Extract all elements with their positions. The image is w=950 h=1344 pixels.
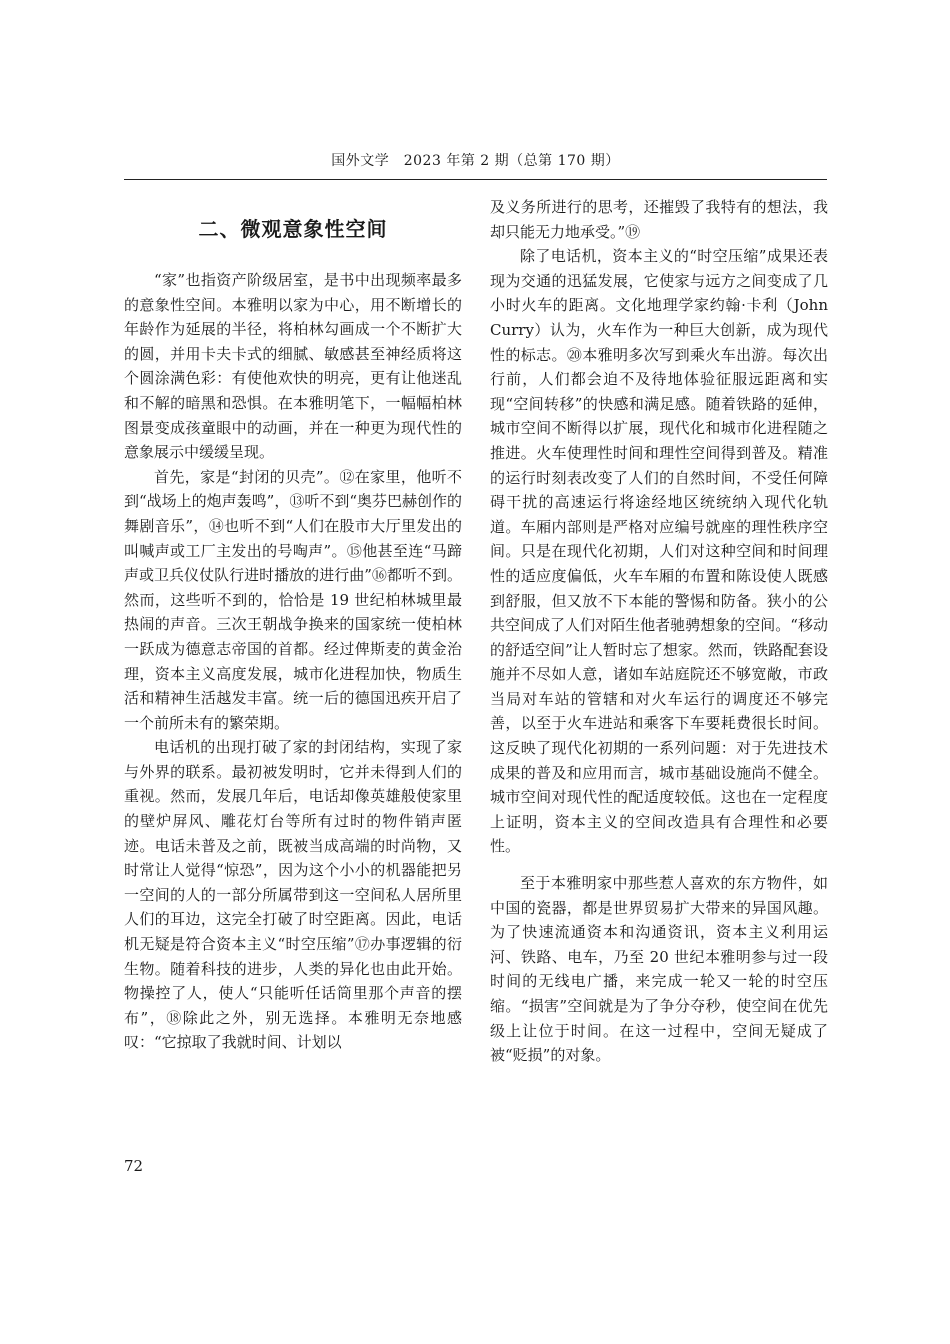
- section-title: 二、微观意象性空间: [198, 217, 388, 241]
- paragraph: “家”也指资产阶级居室，是书中出现频率最多的意象性空间。本雅明以家为中心，用不断增长的年龄作为延展的半径，将柏林勾画成一个不断扩大的圆，并用卡夫卡式的细腻、敏感甚至神经质将这个圆涂满色彩：有使他欢快的明亮，更有让他迷乱和不解的暗黑和恐惧。在本雅明笔下，一幅幅柏林图景变成孩童眼中的动画，并在一种更为现代性的意象展示中缓缓呈现。: [124, 271, 462, 462]
- paragraph: 首先，家是“封闭的贝壳”。⑫在家里，他听不到“战场上的炮声轰鸣”，⑬听不到“奥芬巴赫创作的舞剧音乐”，⑭也听不到“人们在股市大厅里发出的叫喊声或工厂主发出的号啕声”。⑮他甚至连“马蹄声或卫兵仪仗队行进时播放的进行曲”⑯都听不到。然而，这些听不到的，恰恰是 19 世纪柏林城里最热闹的声音。三次王朝战争换来的国家统一使柏林一跃成为德意志帝国的首都。经过俾斯麦的黄金治理，资本主义高度发展，城市化进程加快，物质生活和精神生活越发丰富。统一后的德国迅疾开启了一个前所未有的繁荣期。: [124, 467, 463, 732]
- left-column: [124, 195, 462, 1055]
- paragraph: 除了电话机，资本主义的“时空压缩”成果还表现为交通的迅猛发展，它使家与远方之间变成了几小时火车的距离。文化地理学家约翰·卡利（John Curry）认为，火车作为一种巨大创新，成为现代性的标志。⑳本雅明多次写到乘火车出游。每次出行前，人们都会迫不及待地体验征服远距离和实现“空间转移”的快感和满足感。随着铁路的延伸，城市空间不断得以扩展，现代化和城市化进程随之推进。火车使理性时间和理性空间得到普及。精准的运行时刻表改变了人们的自然时间，不受任何障碍干扰的高速运行将途经地区统统纳入现代化轨道。车厢内部则是严格对应编号就座的理性秩序空间。只是在现代化初期，人们对这种空间和时间理性的适应度偏低，火车车厢的布置和陈设使人既感到舒服，但又放不下本能的警惕和防备。狭小的公共空间成了人们对陌生他者驰骋想象的空间。“移动的舒适空间”让人暂时忘了想家。然而，铁路配套设施并不尽如人意，诸如车站庭院还不够宽敞，市政当局对车站的管辖和对火车运行的调度还不够完善，以至于火车进站和乘客下车要耗费很长时间。这反映了现代化初期的一系列问题：对于先进技术成果的普及和应用而言，城市基础设施尚不健全。城市空间对现代性的配适度较低。这也在一定程度上证明，资本主义的空间改造具有合理性和必要性。: [490, 247, 828, 856]
- paragraph: 至于本雅明家中那些惹人喜欢的东方物件，如中国的瓷器，都是世界贸易扩大带来的异国风趣。为了快速流通资本和沟通资讯，资本主义利用运河、铁路、电车，乃至 20 世纪本雅明参与过一段时间的无线电广播，来完成一轮又一轮的时空压缩。“损害”空间就是为了争分夺秒，使空间在优先级上让位于时间。在这一过程中，空间无疑成了被“贬损”的对象。: [490, 874, 828, 1065]
- right-column: [490, 195, 828, 1068]
- page-number: 72: [124, 1157, 144, 1175]
- header-rule: [124, 179, 827, 180]
- paragraph-continued: 及义务所进行的思考，还摧毁了我特有的想法，我却只能无力地承受。”⑲: [490, 198, 828, 241]
- running-header: 国外文学 2023 年第 2 期（总第 170 期）: [331, 153, 620, 169]
- paragraph: 电话机的出现打破了家的封闭结构，实现了家与外界的联系。最初被发明时，它并未得到人们的重视。然而，发展几年后，电话却像英雄般使家里的壁炉屏风、雕花灯台等所有过时的物件销声匿迹。电话未普及之前，既被当成高端的时尚物，又时常让人觉得“惊恐”，因为这个小小的机器能把另一空间的人的一部分所属带到这一空间私人居所里人们的耳边，这完全打破了时空距离。因此，电话机无疑是符合资本主义“时空压缩”⑰办事逻辑的衍生物。随着科技的进步，人类的异化也由此开始。物操控了人，使人“只能听任话筒里那个声音的摆布”，⑱除此之外，别无选择。本雅明无奈地感叹：“它掠取了我就时间、计划以: [124, 738, 462, 1052]
